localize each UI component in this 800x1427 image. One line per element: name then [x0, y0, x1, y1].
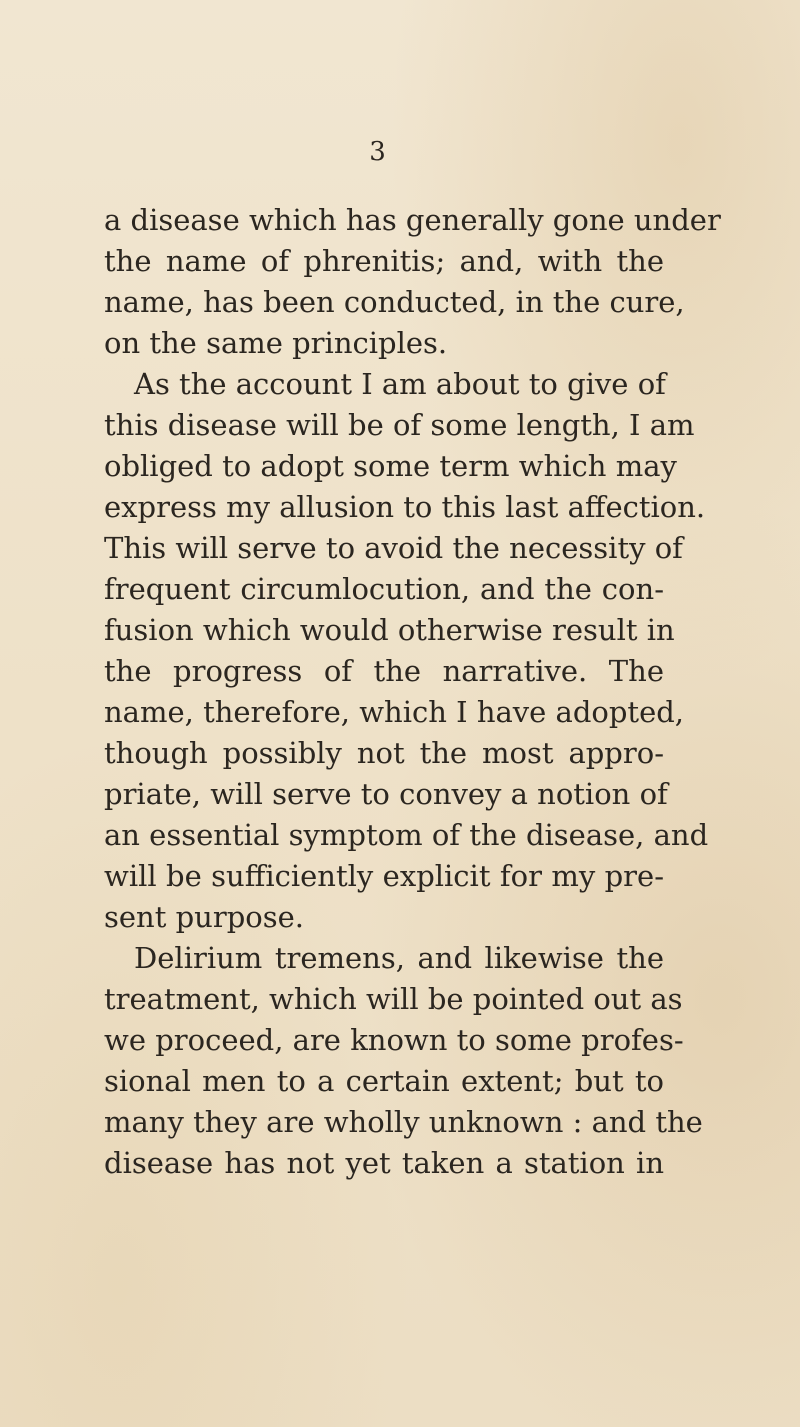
text-line: frequent circumlocution, and the con- — [104, 572, 664, 606]
text-line: sional men to a certain extent; but to — [104, 1064, 664, 1098]
page-number: 3 — [369, 137, 387, 167]
text-line: this disease will be of some length, I am — [104, 408, 695, 442]
text-line: disease has not yet taken a station in — [104, 1146, 664, 1180]
text-line: express my allusion to this last affection. — [104, 490, 706, 524]
text-line: though possibly not the most appro- — [104, 736, 664, 770]
text-line: on the same principles. — [104, 326, 448, 360]
text-line: an essential symptom of the disease, and — [104, 818, 709, 852]
text-line: will be sufficiently explicit for my pre- — [104, 859, 664, 893]
text-line: the name of phrenitis; and, with the — [104, 244, 664, 278]
text-line: treatment, which will be pointed out as — [104, 982, 683, 1016]
text-line: sent purpose. — [104, 900, 304, 934]
text-line: name, has been conducted, in the cure, — [104, 285, 685, 319]
text-line: obliged to adopt some term which may — [104, 449, 677, 483]
text-line: As the account I am about to give of — [134, 367, 666, 401]
body-text — [104, 200, 721, 1184]
text-line: name, therefore, which I have adopted, — [104, 695, 685, 729]
text-line: we proceed, are known to some profes- — [104, 1023, 684, 1057]
text-line: many they are wholly unknown : and the — [104, 1105, 703, 1139]
text-line: Delirium tremens, and likewise the — [134, 941, 664, 975]
text-line: fusion which would otherwise result in — [104, 613, 675, 647]
text-line: a disease which has generally gone under — [104, 203, 721, 237]
text-line: This will serve to avoid the necessity of — [104, 531, 683, 565]
text-line: priate, will serve to convey a notion of — [104, 777, 668, 811]
text-line: the progress of the narrative. The — [104, 654, 664, 688]
